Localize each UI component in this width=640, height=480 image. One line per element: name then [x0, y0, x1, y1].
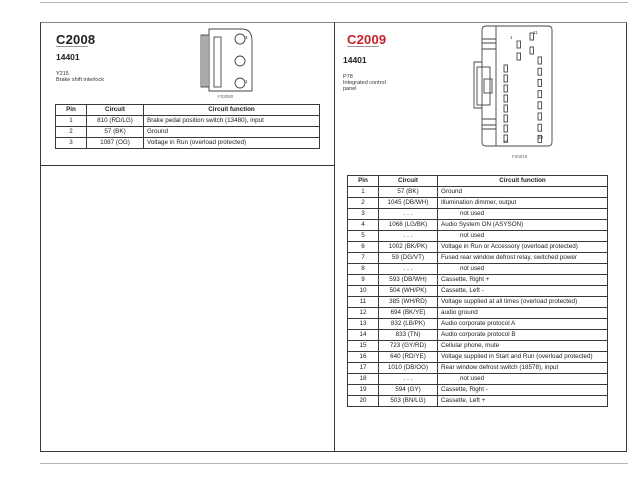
table-row [348, 341, 608, 352]
connector-latch [474, 62, 482, 108]
diagram-caption: F03080 [218, 94, 234, 99]
circuit-function-cell: Voltage in Run or Accessory (overload protected) [438, 242, 608, 253]
circuit-cell: . . . [379, 231, 438, 242]
pin-cell: 6 [348, 242, 379, 253]
pin-cell: 3 [348, 209, 379, 220]
circuit-cell: 833 (TN) [379, 330, 438, 341]
circuit-cell: 1045 (DB/WH) [379, 198, 438, 209]
circuit-function-cell: Voltage supplied in Start and Run (overload protected) [438, 352, 608, 363]
circuit-function-cell: Rear window defrost switch (18578), input [438, 363, 608, 374]
part-number: 14401 [343, 55, 367, 65]
pin-cavity-3 [235, 34, 245, 44]
location-description: Brake shift interlock [56, 77, 104, 83]
pin-cell: 18 [348, 374, 379, 385]
pin-cell: 19 [348, 385, 379, 396]
pin-cell: 10 [348, 286, 379, 297]
pin-label-1: 1 [245, 79, 248, 84]
circuit-function-cell: Cassette, Left + [438, 396, 608, 407]
pin-cavity-14 [538, 68, 542, 75]
pin-cell: 16 [348, 352, 379, 363]
circuit-cell: 385 (WH/RD) [379, 297, 438, 308]
circuit-function-cell: Cellular phone, mute [438, 341, 608, 352]
location-description-line-1: Integrated control [343, 80, 386, 86]
pin-cavity-19 [538, 124, 542, 131]
pin-cell: 4 [348, 220, 379, 231]
table-row [348, 363, 608, 374]
table-row [348, 275, 608, 286]
pin-cell: 2 [348, 198, 379, 209]
circuit-cell: 694 (BK/YE) [379, 308, 438, 319]
connector-id: C2008 [56, 32, 96, 47]
connector-id-underline [56, 46, 88, 47]
circuit-cell: 832 (LB/PK) [379, 319, 438, 330]
table-row [348, 330, 608, 341]
location-code: Y215 [56, 71, 69, 77]
table-row [348, 319, 608, 330]
circuit-function-cell: Audio System ON (ASYSON) [438, 220, 608, 231]
pin-cell: 8 [348, 264, 379, 275]
circuit-cell: 594 (GY) [379, 385, 438, 396]
circuit-function-cell: audio ground [438, 308, 608, 319]
pin-cell: 1 [56, 116, 87, 127]
pin-cavity-1 [235, 78, 245, 88]
circuit-function-cell: Illumination dimmer, output [438, 198, 608, 209]
circuit-cell: 1068 (LG/BK) [379, 220, 438, 231]
pin-label-3: 3 [245, 35, 248, 40]
bottom-rule [40, 463, 628, 464]
location-code: P78 [343, 74, 353, 80]
pin-cell: 11 [348, 297, 379, 308]
connector-key [214, 37, 221, 87]
connector-id: C2009 [347, 32, 387, 47]
circuit-cell: 593 (DB/WH) [379, 275, 438, 286]
pin-cavities [504, 33, 542, 142]
pin-cell: 17 [348, 363, 379, 374]
circuit-function-cell: Ground [144, 127, 320, 138]
circuit-function-cell: Audio corporate protocol B [438, 330, 608, 341]
table-row [56, 138, 320, 149]
circuit-function-cell: not used [438, 209, 608, 220]
pin-label-10: 10 [503, 139, 509, 144]
table-row [348, 242, 608, 253]
circuit-cell: . . . [379, 374, 438, 385]
pin-cell: 20 [348, 396, 379, 407]
left-section-divider [40, 165, 335, 166]
header-circuit-function: Circuit function [144, 105, 320, 116]
column-divider [334, 22, 335, 452]
table-row [348, 352, 608, 363]
pin-cavity-8 [504, 115, 508, 122]
table-row [348, 220, 608, 231]
pinout-table [347, 175, 608, 407]
pin-cavity-18 [538, 113, 542, 120]
pin-cavity-5 [504, 85, 508, 92]
top-rule [40, 2, 628, 3]
pin-cell: 9 [348, 275, 379, 286]
pin-label-20: 20 [538, 135, 544, 140]
table-row [348, 198, 608, 209]
pin-cavity-17 [538, 102, 542, 109]
circuit-function-cell: Cassette, Right + [438, 275, 608, 286]
circuit-cell: 57 (BK) [379, 187, 438, 198]
header-circuit-function: Circuit function [438, 176, 608, 187]
circuit-function-cell: Ground [438, 187, 608, 198]
table-row [348, 385, 608, 396]
circuit-function-cell: Cassette, Left - [438, 286, 608, 297]
circuit-function-cell: Audio corporate protocol A [438, 319, 608, 330]
table-row [348, 286, 608, 297]
connector-face-diagram [474, 25, 554, 147]
circuit-cell: 504 (WH/PK) [379, 286, 438, 297]
part-number: 14401 [56, 52, 80, 62]
table-row [348, 297, 608, 308]
circuit-cell: 1010 (DB/OG) [379, 363, 438, 374]
pin-cavity-2 [235, 56, 245, 66]
circuit-cell: 59 (DG/VT) [379, 253, 438, 264]
pin-cavity-16 [538, 91, 542, 98]
table-header-row [348, 176, 608, 187]
circuit-function-cell: not used [438, 231, 608, 242]
circuit-cell: . . . [379, 264, 438, 275]
pin-cell: 7 [348, 253, 379, 264]
pin-cavity-9 [504, 125, 508, 132]
location-description-line-2: panel [343, 86, 357, 92]
table-header-row [56, 105, 320, 116]
connector-id-underline [347, 46, 379, 47]
table-row [348, 308, 608, 319]
pin-cell: 12 [348, 308, 379, 319]
circuit-cell: 723 (GY/RD) [379, 341, 438, 352]
pinout-table [55, 104, 320, 149]
circuit-cell: 640 (RD/YE) [379, 352, 438, 363]
diagram-caption: F20019 [512, 154, 528, 159]
circuit-cell: 1087 (OG) [87, 138, 144, 149]
header-pin: Pin [56, 105, 87, 116]
header-circuit: Circuit [87, 105, 144, 116]
circuit-cell: 1002 (BK/PK) [379, 242, 438, 253]
circuit-cell: 57 (BK) [87, 127, 144, 138]
table-row [348, 396, 608, 407]
pin-cell: 13 [348, 319, 379, 330]
header-pin: Pin [348, 176, 379, 187]
circuit-function-cell: Voltage in Run (overload protected) [144, 138, 320, 149]
pin-cavity-3 [504, 65, 508, 72]
table-row [348, 231, 608, 242]
connector-face-diagram [200, 27, 260, 92]
pin-cell: 3 [56, 138, 87, 149]
table-row [348, 209, 608, 220]
circuit-function-cell: not used [438, 374, 608, 385]
circuit-cell: 810 (RD/LG) [87, 116, 144, 127]
table-row [348, 253, 608, 264]
table-row [348, 374, 608, 385]
pin-cell: 14 [348, 330, 379, 341]
circuit-function-cell: not used [438, 264, 608, 275]
pin-cavity-2 [517, 53, 521, 60]
pin-cavity-13 [538, 57, 542, 64]
circuit-cell: . . . [379, 209, 438, 220]
pin-cell: 5 [348, 231, 379, 242]
circuit-function-cell: Voltage supplied at all times (overload protected) [438, 297, 608, 308]
table-row [56, 127, 320, 138]
header-circuit: Circuit [379, 176, 438, 187]
pin-label-11: 11 [533, 30, 538, 35]
pin-cell: 2 [56, 127, 87, 138]
pin-cell: 1 [348, 187, 379, 198]
pin-cavity-6 [504, 95, 508, 102]
table-row [56, 116, 320, 127]
pin-cavity-4 [504, 75, 508, 82]
circuit-cell: 503 (BN/LG) [379, 396, 438, 407]
pin-cavity-1 [517, 41, 521, 48]
table-row [348, 264, 608, 275]
circuit-function-cell: Cassette, Right - [438, 385, 608, 396]
circuit-function-cell: Fused rear window defrost relay, switched power [438, 253, 608, 264]
pin-label-1: 1 [510, 35, 513, 40]
pin-cavity-15 [538, 79, 542, 86]
table-row [348, 187, 608, 198]
circuit-function-cell: Brake pedal position switch (13480), input [144, 116, 320, 127]
pin-cavity-7 [504, 105, 508, 112]
pin-cell: 15 [348, 341, 379, 352]
pin-cavity-12 [530, 47, 534, 54]
